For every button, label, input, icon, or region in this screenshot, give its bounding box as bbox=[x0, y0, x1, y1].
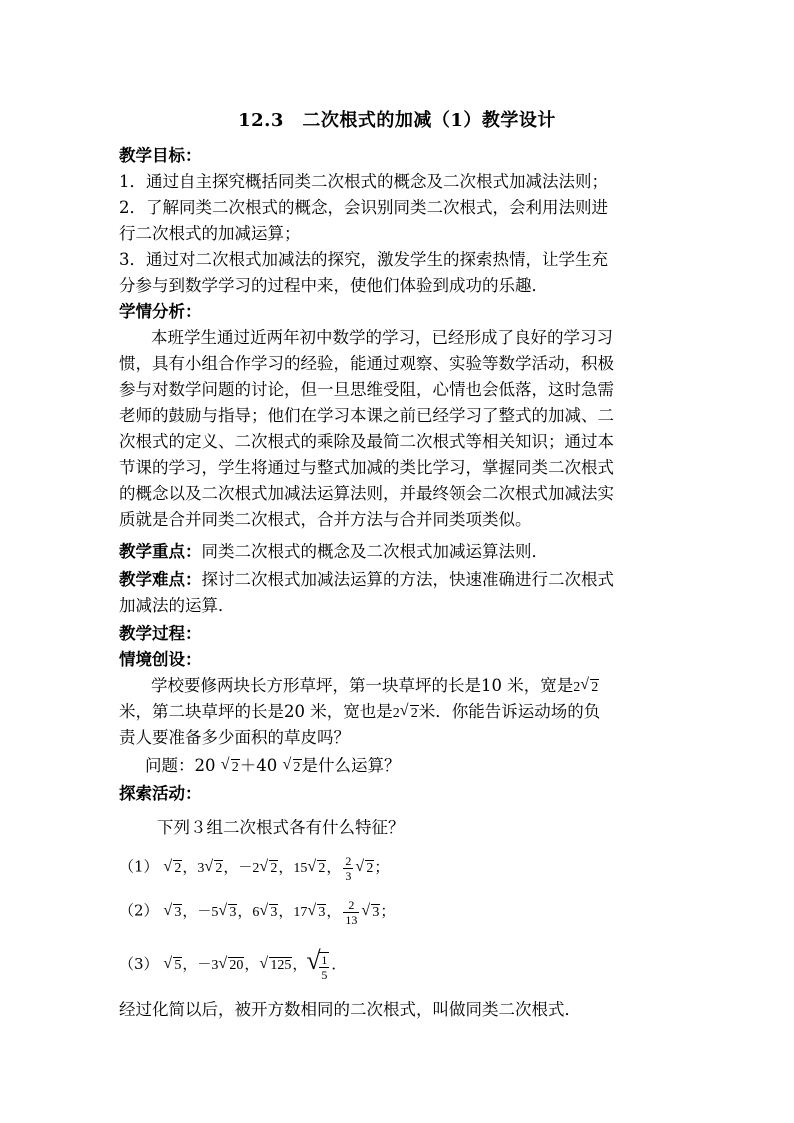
group-3-label: （3） bbox=[119, 955, 159, 974]
separator: ， bbox=[326, 857, 342, 876]
difficulty-line-2: 加减法的运算． bbox=[119, 596, 235, 615]
situation-text-1: 学校要修两块长方形草坪，第一块草坪的长是10 米，宽是 bbox=[151, 676, 574, 695]
radical bbox=[260, 958, 292, 974]
radical bbox=[308, 905, 326, 921]
fraction-term bbox=[341, 854, 374, 883]
denominator: 13 bbox=[345, 913, 358, 927]
radical bbox=[260, 905, 278, 921]
analysis-heading: 学情分析： bbox=[119, 302, 202, 321]
key-points-label: 教学重点： bbox=[119, 542, 202, 561]
radical-term bbox=[163, 905, 182, 920]
radical-term bbox=[197, 861, 223, 876]
group-3 bbox=[119, 950, 346, 982]
radical bbox=[164, 958, 182, 974]
terminator: ； bbox=[380, 901, 396, 920]
radicand: 125 bbox=[270, 958, 292, 974]
denominator: 3 bbox=[345, 869, 352, 883]
radical bbox=[362, 905, 380, 921]
radicand: 2 bbox=[366, 860, 374, 876]
radicand: 5 bbox=[174, 958, 182, 974]
radicand: 2 bbox=[410, 706, 418, 721]
coefficient: 15 bbox=[293, 860, 308, 876]
question-prefix: 问题：20 bbox=[145, 756, 216, 775]
situation-line-1 bbox=[151, 673, 711, 701]
radical bbox=[222, 755, 240, 781]
separator: ， bbox=[292, 955, 308, 974]
group-1-label: （1） bbox=[119, 857, 159, 876]
radical-term bbox=[163, 861, 182, 876]
radical-term bbox=[197, 958, 244, 973]
difficulty-line-1 bbox=[119, 567, 679, 593]
radical-term bbox=[293, 905, 326, 920]
radicand: 3 bbox=[270, 904, 278, 920]
question-plus: ＋40 bbox=[239, 756, 278, 775]
analysis-line-6: 节课的学习，学生将通过与整式加减的类比学习，掌握同类二次根式 bbox=[119, 458, 614, 477]
situation-line-2 bbox=[119, 699, 679, 727]
situation-text-2a: 米，第二块草坪的长是20 米，宽也是 bbox=[119, 702, 393, 721]
separator: ， bbox=[278, 901, 294, 920]
coefficient: －5 bbox=[197, 904, 219, 920]
goals-heading: 教学目标： bbox=[119, 146, 202, 165]
fraction-term bbox=[307, 953, 331, 982]
group-1-items bbox=[163, 854, 390, 883]
goal-2-line-2: 行二次根式的加减运算； bbox=[119, 224, 301, 243]
analysis-line-7: 的概念以及二次根式加减法运算法则，并最终领会二次根式加减法实 bbox=[119, 484, 614, 503]
question-suffix: 是什么运算？ bbox=[301, 756, 401, 775]
group-3-items bbox=[163, 953, 347, 982]
radicand: 2 bbox=[231, 760, 239, 775]
coefficient: 17 bbox=[293, 904, 308, 920]
situation-heading: 情境创设： bbox=[119, 650, 202, 669]
fraction bbox=[343, 898, 359, 927]
radical-term bbox=[238, 861, 278, 876]
separator: ， bbox=[244, 955, 260, 974]
radicand: 20 bbox=[229, 958, 244, 974]
radicand: 3 bbox=[372, 904, 380, 920]
question-line bbox=[145, 753, 705, 781]
radicand: 2 bbox=[293, 760, 301, 775]
definition-line: 经过化简以后，被开方数相同的二次根式，叫做同类二次根式． bbox=[119, 1000, 581, 1019]
analysis-line-8: 质就是合并同类二次根式，合并方法与合并同类项类似。 bbox=[119, 510, 532, 529]
width-expression-1 bbox=[573, 680, 599, 695]
separator: ， bbox=[182, 955, 198, 974]
width-expression-2 bbox=[393, 706, 419, 721]
numerator: 2 bbox=[343, 898, 359, 913]
radicand: 3 bbox=[229, 904, 237, 920]
radical bbox=[581, 675, 599, 701]
terminator: ． bbox=[331, 955, 347, 974]
coefficient: 3 bbox=[197, 860, 205, 876]
goal-3-line-2: 分参与到数学学习的过程中来，使他们体验到成功的乐趣． bbox=[119, 276, 548, 295]
terminator: ； bbox=[374, 857, 390, 876]
radical bbox=[308, 861, 326, 877]
radical-term bbox=[197, 905, 237, 920]
explore-heading: 探索活动： bbox=[119, 784, 202, 803]
goal-1: 1．通过自主探究概括同类二次根式的概念及二次根式加减法法则； bbox=[119, 172, 608, 191]
radical bbox=[219, 958, 244, 974]
analysis-line-4: 老师的鼓励与指导；他们在学习本课之前已经学习了整式的加减、二 bbox=[119, 406, 614, 425]
radicand: 3 bbox=[174, 904, 182, 920]
goal-3-line-1: 3．通过对二次根式加减法的探究，激发学生的探索热情，让学生充 bbox=[119, 250, 608, 269]
radical bbox=[356, 861, 374, 877]
radical bbox=[260, 861, 278, 877]
separator: ， bbox=[182, 901, 198, 920]
group-1 bbox=[119, 854, 389, 883]
group-2-label: （2） bbox=[119, 901, 159, 920]
numerator: 2 bbox=[345, 854, 352, 868]
radical bbox=[219, 905, 237, 921]
radical bbox=[164, 905, 182, 921]
analysis-line-2: 惯，具有小组合作学习的经验，能通过观察、实验等数学活动，积极 bbox=[119, 354, 614, 373]
separator: ， bbox=[223, 857, 239, 876]
difficulty-text-1: 探讨二次根式加减法运算的方法，快速准确进行二次根式 bbox=[201, 570, 614, 589]
radicand: 2 bbox=[591, 680, 599, 695]
radical-term bbox=[293, 861, 326, 876]
radical-term bbox=[163, 958, 182, 973]
radical bbox=[205, 861, 223, 877]
coefficient: 2 bbox=[573, 680, 581, 695]
difficulty-label: 教学难点： bbox=[119, 570, 202, 589]
analysis-line-1: 本班学生通过近两年初中数学的学习，已经形成了良好的学习习 bbox=[151, 328, 613, 347]
group-2-items bbox=[163, 898, 396, 927]
radical bbox=[307, 950, 331, 982]
radicand: 2 bbox=[174, 860, 182, 876]
radicand: 2 bbox=[270, 860, 278, 876]
radical-term bbox=[259, 958, 292, 973]
radical bbox=[164, 861, 182, 877]
radical bbox=[284, 755, 302, 781]
key-points bbox=[119, 539, 679, 565]
fraction bbox=[343, 854, 353, 883]
radical bbox=[401, 701, 419, 727]
denominator: 5 bbox=[321, 968, 328, 982]
radicand: 2 bbox=[215, 860, 223, 876]
goal-2-line-1: 2．了解同类二次根式的概念，会识别同类二次根式，会利用法则进 bbox=[119, 198, 608, 217]
coefficient: －2 bbox=[238, 860, 260, 876]
key-points-text: 同类二次根式的概念及二次根式加减运算法则． bbox=[201, 542, 548, 561]
analysis-line-5: 次根式的定义、二次根式的乘除及最简二次根式等相关知识；通过本 bbox=[119, 432, 614, 451]
situation-text-2b: 米．你能告诉运动场的负 bbox=[418, 702, 601, 721]
group-2 bbox=[119, 898, 395, 927]
analysis-line-3: 参与对数学问题的讨论，但一旦思维受阻，心情也会低落，这时急需 bbox=[119, 380, 614, 399]
radicand: 3 bbox=[318, 904, 326, 920]
separator: ， bbox=[237, 901, 253, 920]
radical-term bbox=[252, 905, 278, 920]
fraction bbox=[319, 952, 329, 982]
coefficient: 2 bbox=[392, 706, 400, 721]
document-title: 12.3 二次根式的加减（1）教学设计 bbox=[238, 110, 556, 131]
numerator: √ 1 bbox=[321, 953, 328, 967]
separator: ， bbox=[278, 857, 294, 876]
situation-line-3: 责人要准备多少面积的草皮吗？ bbox=[119, 728, 350, 747]
separator: ， bbox=[182, 857, 198, 876]
coefficient: 6 bbox=[252, 904, 260, 920]
separator: ， bbox=[326, 901, 342, 920]
process-heading: 教学过程： bbox=[119, 624, 202, 643]
radicand: 2 bbox=[318, 860, 326, 876]
coefficient: －3 bbox=[197, 958, 219, 974]
fraction-term bbox=[341, 898, 380, 927]
explore-intro: 下列３组二次根式各有什么特征？ bbox=[157, 818, 405, 837]
